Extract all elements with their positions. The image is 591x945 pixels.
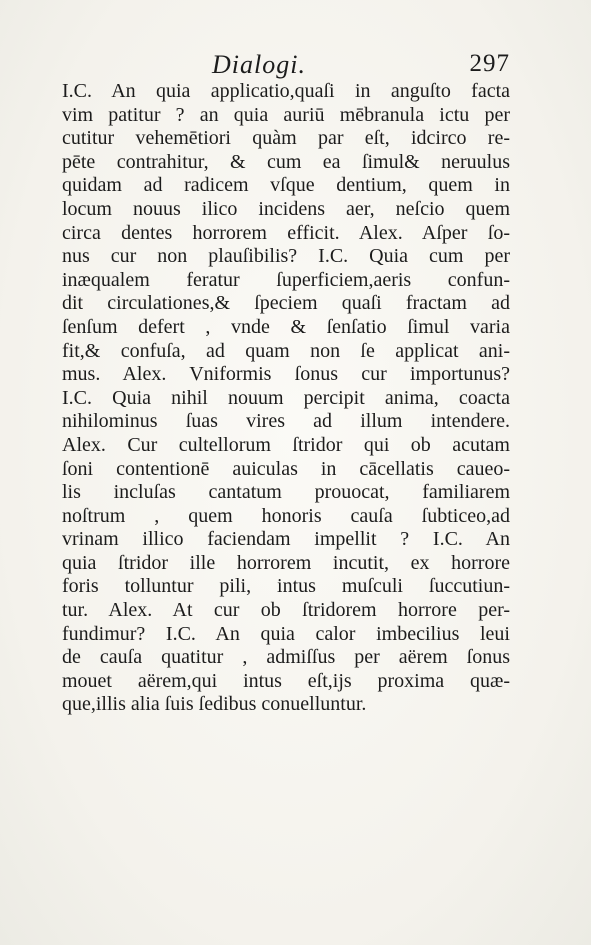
text-line: que,illis alia ſuis ſedibus conuelluntur. — [62, 693, 367, 716]
page-number: 297 — [469, 50, 510, 77]
text-line: dit circulationes,& ſpeciem quaſi fractam ad — [62, 292, 510, 315]
text-line: fundimur? I.C. An quia calor imbecilius leui — [62, 622, 510, 645]
text-line: ſenſum defert , vnde & ſenſatio ſimul varia — [62, 315, 510, 338]
text-line: quidam ad radicem vſque dentium, quem in — [62, 174, 510, 197]
running-head-title: Dialogi. — [212, 50, 306, 79]
text-line: de cauſa quatitur , admiſſus per aërem ſonus — [62, 646, 510, 669]
text-line: foris tolluntur pili, intus muſculi ſuccutiun- — [62, 575, 510, 598]
text-line: I.C. An quia applicatio,quaſi in anguſto facta — [62, 80, 510, 102]
text-line: cutitur vehemētiori quàm par eſt, idcirco re- — [62, 127, 510, 150]
text-line: vim patitur ? an quia auriū mēbranula ictu per — [62, 103, 510, 126]
text-line: vrinam illico faciendam impellit ? I.C. An — [62, 528, 510, 551]
text-line: Alex. Cur cultellorum ſtridor qui ob acutam — [62, 433, 510, 456]
text-line: quia ſtridor ille horrorem incutit, ex horrore — [62, 551, 510, 574]
text-line: mouet aërem,qui intus eſt,ijs proxima quæ- — [62, 669, 510, 692]
text-line: circa dentes horrorem efficit. Alex. Aſper ſo- — [62, 221, 510, 244]
text-line: noſtrum , quem honoris cauſa ſubticeo,ad — [62, 504, 510, 527]
body-text — [62, 80, 510, 717]
text-line: locum nouus ilico incidens aer, neſcio quem — [62, 197, 510, 220]
text-line: lis incluſas cantatum prouocat, familiarem — [62, 481, 510, 504]
text-line: nus cur non plauſibilis? I.C. Quia cum per — [62, 245, 510, 268]
text-line: mus. Alex. Vniformis ſonus cur importunus? — [62, 363, 510, 386]
running-head — [62, 50, 510, 82]
text-line: tur. Alex. At cur ob ſtridorem horrore per- — [62, 599, 510, 622]
text-line: fit,& confuſa, ad quam non ſe applicat ani- — [62, 339, 510, 362]
text-line: nihilominus ſuas vires ad illum intendere. — [62, 410, 510, 433]
text-line: ſoni contentionē auiculas in cācellatis caueo- — [62, 457, 510, 480]
text-line: inæqualem feratur ſuperficiem,aeris confun- — [62, 268, 510, 291]
text-line: pēte contrahitur, & cum ea ſimul& neruulus — [62, 150, 510, 173]
text-line: I.C. Quia nihil nouum percipit anima, coacta — [62, 386, 510, 409]
